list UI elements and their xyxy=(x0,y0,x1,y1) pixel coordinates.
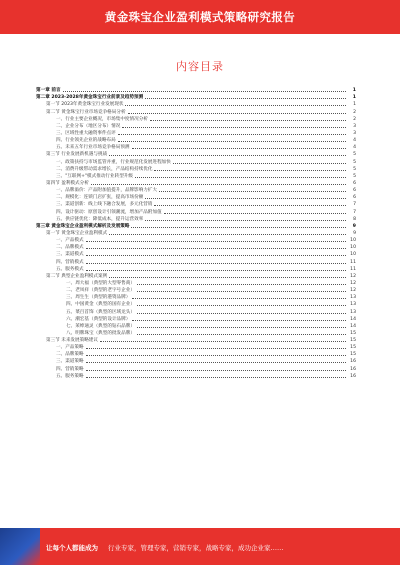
toc-entry-page: 16 xyxy=(350,373,356,379)
toc-leader-dots xyxy=(86,362,346,363)
toc-leader-dots xyxy=(109,277,346,278)
toc-entry[interactable] xyxy=(36,200,356,207)
toc-entry-title: 二、企业分布（地区分布）情况 xyxy=(56,123,121,129)
toc-leader-dots xyxy=(86,263,346,264)
toc-entry-page: 14 xyxy=(350,316,356,322)
toc-entry-title: 三、渠道创新：线上线下融合发展，多元化营销 xyxy=(56,202,153,208)
toc-entry-title: 四、营销策略 xyxy=(56,366,84,372)
toc-entry-page: 7 xyxy=(353,209,356,215)
toc-entry-page: 13 xyxy=(350,309,356,315)
toc-entry-title: 一、政策扶持与市场监管并重，行业规范化发展进程加快 xyxy=(56,159,171,165)
toc-entry-title: 二、规模化：连锁门店扩张，提高市场份额 xyxy=(56,195,144,201)
toc-entry-page: 15 xyxy=(350,330,356,336)
toc-leader-dots xyxy=(154,205,346,206)
toc-entry-title: 八、明牌珠宝（典型的批发品牌） xyxy=(66,330,135,336)
toc-leader-dots xyxy=(137,327,346,328)
footer-decoration xyxy=(0,528,40,565)
toc-entry[interactable] xyxy=(36,136,356,143)
toc-entry-page: 6 xyxy=(353,188,356,194)
toc-leader-dots xyxy=(173,163,346,164)
toc-entry-page: 4 xyxy=(353,138,356,144)
toc-entry[interactable] xyxy=(36,150,356,157)
toc-entry[interactable] xyxy=(36,257,356,264)
toc-entry-title: 第二节 典型企业盈利模式案例 xyxy=(46,273,108,279)
toc-entry-title: 一、产品模式 xyxy=(56,238,84,244)
toc-leader-dots xyxy=(135,177,346,178)
toc-leader-dots xyxy=(137,291,346,292)
toc-entry-title: 六、潮宏基（典型的设计品牌） xyxy=(66,316,131,322)
toc-entry-page: 10 xyxy=(350,238,356,244)
toc-entry-page: 5 xyxy=(353,152,356,158)
toc-entry-page: 1 xyxy=(352,88,356,94)
toc-leader-dots xyxy=(125,105,346,106)
toc-entry[interactable] xyxy=(36,86,356,93)
toc-entry-page: 2 xyxy=(353,109,356,115)
toc-leader-dots xyxy=(145,198,346,199)
toc-entry-title: 四、营销模式 xyxy=(56,259,84,265)
toc-entry-page: 3 xyxy=(353,123,356,129)
toc-entry-page: 15 xyxy=(350,338,356,344)
toc-entry-page: 9 xyxy=(353,230,356,236)
footer-slogan xyxy=(46,540,366,554)
toc-entry[interactable] xyxy=(36,265,356,272)
toc-leader-dots xyxy=(131,227,346,228)
toc-entry-page: 1 xyxy=(352,95,356,101)
toc-entry[interactable] xyxy=(36,300,356,307)
toc-leader-dots xyxy=(164,213,346,214)
toc-leader-dots xyxy=(118,141,346,142)
toc-entry-page: 12 xyxy=(350,273,356,279)
toc-entry[interactable] xyxy=(36,322,356,329)
toc-leader-dots xyxy=(159,191,346,192)
toc-entry[interactable] xyxy=(36,372,356,379)
toc-leader-dots xyxy=(150,120,346,121)
toc-entry-page: 9 xyxy=(352,223,356,229)
toc-entry-title: 七、莱绅通灵（典型的钻石品牌） xyxy=(66,323,135,329)
toc-entry[interactable] xyxy=(36,307,356,314)
toc-entry-title: 五、菜百首饰（典型的区域龙头） xyxy=(66,309,135,315)
toc-entry-title: 二、品牌模式 xyxy=(56,245,84,251)
toc-leader-dots xyxy=(132,298,346,299)
toc-leader-dots xyxy=(109,234,346,235)
toc-leader-dots xyxy=(137,305,346,306)
toc-entry[interactable] xyxy=(36,286,356,293)
toc-entry[interactable] xyxy=(36,165,356,172)
toc-entry[interactable] xyxy=(36,100,356,107)
toc-leader-dots xyxy=(86,270,346,271)
toc-entry-title: 第一节 黄金珠宝企业盈利模式 xyxy=(46,230,108,236)
toc-entry-page: 11 xyxy=(350,259,356,265)
toc-entry[interactable] xyxy=(36,222,356,229)
toc-entry-title: 五、供应链优化：降低成本，提升运营效率 xyxy=(56,216,144,222)
toc-entry[interactable] xyxy=(36,186,356,193)
toc-leader-dots xyxy=(86,370,346,371)
toc-leader-dots xyxy=(137,284,346,285)
toc-entry[interactable] xyxy=(36,157,356,164)
toc-entry-page: 14 xyxy=(350,323,356,329)
toc-entry-title: 二、品牌策略 xyxy=(56,352,84,358)
toc-entry[interactable] xyxy=(36,357,356,364)
toc-entry-page: 2 xyxy=(353,116,356,122)
toc-entry[interactable] xyxy=(36,236,356,243)
toc-entry-page: 12 xyxy=(350,280,356,286)
toc-entry-page: 15 xyxy=(350,352,356,358)
toc-entry-title: 五、服务模式 xyxy=(56,266,84,272)
toc-entry-title: 第二节 黄金珠宝行业市场竞争格局分析 xyxy=(46,109,126,115)
toc-entry[interactable] xyxy=(36,350,356,357)
toc-entry-page: 1 xyxy=(353,102,356,108)
toc-leader-dots xyxy=(137,334,346,335)
toc-entry-title: 三、渠道策略 xyxy=(56,359,84,365)
toc-entry[interactable] xyxy=(36,243,356,250)
toc-entry-title: 第三节 行业发展新机遇与挑战 xyxy=(46,152,108,158)
toc-entry[interactable] xyxy=(36,143,356,150)
toc-entry-page: 5 xyxy=(353,166,356,172)
toc-entry-title: 五、未来五年行业市场竞争格局预测 xyxy=(56,145,130,151)
toc-leader-dots xyxy=(86,255,346,256)
toc-entry-page: 3 xyxy=(353,130,356,136)
toc-entry-page: 16 xyxy=(350,366,356,372)
toc-leader-dots xyxy=(137,313,346,314)
footer-slogan-text: 行业专家，管理专家，营销专家，战略专家，成功企业家…… xyxy=(108,543,284,552)
toc-entry-page: 10 xyxy=(350,252,356,258)
toc-entry-page: 5 xyxy=(353,173,356,179)
toc-entry-title: 三、周生生（典型的港资品牌） xyxy=(66,295,131,301)
toc-leader-dots xyxy=(63,91,346,92)
toc-leader-dots xyxy=(154,170,346,171)
toc-entry-page: 6 xyxy=(353,195,356,201)
toc-entry-title: 第三节 未来发展策略建议 xyxy=(46,338,98,344)
toc-leader-dots xyxy=(86,241,346,242)
toc-entry[interactable] xyxy=(36,122,356,129)
toc-entry-page: 16 xyxy=(350,359,356,365)
toc-entry-page: 13 xyxy=(350,302,356,308)
toc-leader-dots xyxy=(145,220,346,221)
toc-heading: 内容目录 xyxy=(176,60,224,73)
toc-leader-dots xyxy=(118,134,346,135)
toc-entry[interactable] xyxy=(36,129,356,136)
toc-entry-title: 三、渠道模式 xyxy=(56,252,84,258)
toc-leader-dots xyxy=(145,98,346,99)
toc-entry[interactable] xyxy=(36,215,356,222)
toc-entry-page: 10 xyxy=(350,245,356,251)
toc-leader-dots xyxy=(86,348,346,349)
toc-entry-title: 第一节 2023年黄金珠宝行业发展现状 xyxy=(46,102,124,108)
toc-entry[interactable] xyxy=(36,107,356,114)
toc-entry-title: 三、区域性重大融资事件点评 xyxy=(56,130,116,136)
toc-entry-title: 第二章 2023-2028年黄金珠宝行业前景及趋势预测 xyxy=(36,95,144,101)
toc-entry[interactable] xyxy=(36,115,356,122)
report-title: 黄金珠宝企业盈利模式策略研究报告 xyxy=(104,10,296,24)
toc-entry[interactable] xyxy=(36,229,356,236)
toc-leader-dots xyxy=(132,320,346,321)
toc-entry-title: 五、服务策略 xyxy=(56,373,84,379)
toc-entry-page: 4 xyxy=(353,145,356,151)
toc-leader-dots xyxy=(132,148,346,149)
toc-entry[interactable] xyxy=(36,193,356,200)
toc-leader-dots xyxy=(91,184,346,185)
toc-entry-title: 四、设计驱动：原创设计引领潮流，增加产品附加值 xyxy=(56,209,162,215)
toc-entry[interactable] xyxy=(36,179,356,186)
toc-entry-title: 二、消费升级带动需求增长，产品结构持续优化 xyxy=(56,166,153,172)
toc-entry-title: 四、行业领先企业的战略布局 xyxy=(56,138,116,144)
toc-entry-page: 8 xyxy=(353,216,356,222)
toc-leader-dots xyxy=(122,127,346,128)
toc-entry-title: 一、行业主要企业概况，市场集中度情况分析 xyxy=(56,116,148,122)
toc-entry-page: 5 xyxy=(353,159,356,165)
table-of-contents xyxy=(36,86,356,379)
toc-entry-page: 11 xyxy=(350,266,356,272)
toc-entry[interactable] xyxy=(36,329,356,336)
toc-entry-title: 第三章 黄金珠宝企业盈利模式解析及发展策略 xyxy=(36,223,130,229)
toc-entry[interactable] xyxy=(36,172,356,179)
toc-entry-title: 三、"互联网+"模式推动行业转型升级 xyxy=(56,173,133,179)
toc-leader-dots xyxy=(86,377,346,378)
toc-entry-page: 15 xyxy=(350,345,356,351)
toc-entry[interactable] xyxy=(36,315,356,322)
toc-entry-title: 二、老凤祥（典型的老字号企业） xyxy=(66,288,135,294)
toc-leader-dots xyxy=(86,248,346,249)
toc-leader-dots xyxy=(86,355,346,356)
toc-entry[interactable] xyxy=(36,343,356,350)
toc-leader-dots xyxy=(109,155,346,156)
toc-entry-title: 一、品牌溢价：产品附加值提升，品牌影响力扩大 xyxy=(56,188,158,194)
toc-entry[interactable] xyxy=(36,250,356,257)
footer-slogan-lead: 让每个人都能成为 xyxy=(46,543,98,552)
toc-entry[interactable] xyxy=(36,93,356,100)
toc-leader-dots xyxy=(100,341,346,342)
toc-entry[interactable] xyxy=(36,364,356,371)
toc-entry[interactable] xyxy=(36,336,356,343)
toc-entry-page: 6 xyxy=(353,180,356,186)
toc-entry-title: 一、周大福（典型的大型零售商） xyxy=(66,280,135,286)
toc-entry-page: 7 xyxy=(353,202,356,208)
toc-entry-title: 第一章 前言 xyxy=(36,88,61,94)
toc-entry[interactable] xyxy=(36,279,356,286)
toc-entry[interactable] xyxy=(36,272,356,279)
toc-entry-title: 第四节 盈利模式分析 xyxy=(46,180,89,186)
toc-entry[interactable] xyxy=(36,293,356,300)
toc-entry-title: 四、中国黄金（典型的国有企业） xyxy=(66,302,135,308)
toc-entry[interactable] xyxy=(36,207,356,214)
toc-entry-page: 12 xyxy=(350,288,356,294)
toc-entry-page: 13 xyxy=(350,295,356,301)
toc-leader-dots xyxy=(128,113,346,114)
toc-entry-title: 一、产品策略 xyxy=(56,345,84,351)
